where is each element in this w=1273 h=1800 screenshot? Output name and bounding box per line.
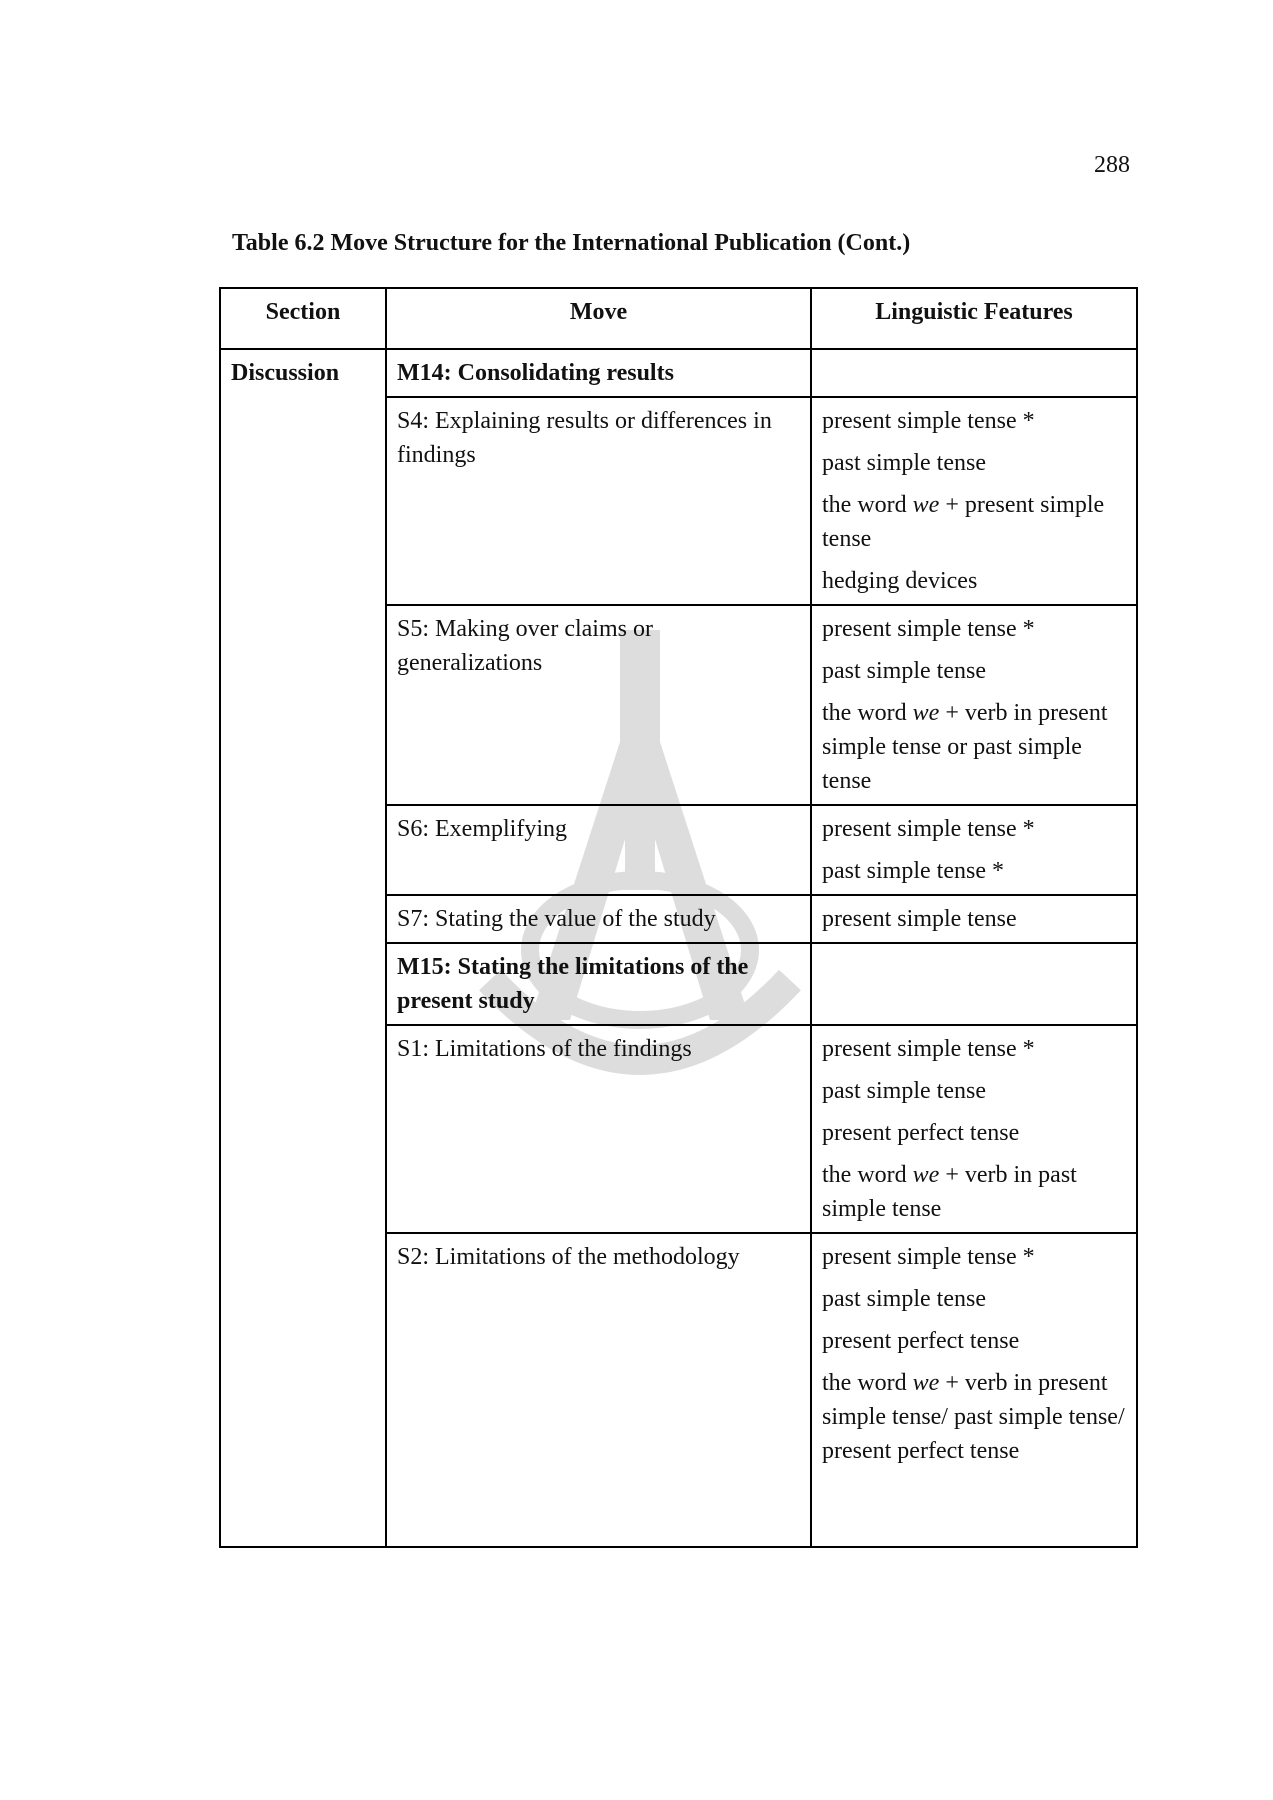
feature-item: past simple tense <box>822 658 986 684</box>
feature-text: the word <box>822 1370 913 1396</box>
feature-item: present simple tense * <box>822 408 1035 434</box>
feature-item <box>822 1158 1126 1226</box>
step-s4: S4: Explaining results or differences in findings <box>386 397 811 605</box>
page-number: 288 <box>1094 152 1130 178</box>
feature-item: present simple tense * <box>822 1036 1035 1062</box>
header-move: Move <box>386 288 811 349</box>
feature-text: + verb in present simple tense/ past simple tense/ present perfect tense <box>822 1370 1125 1464</box>
feature-text: + verb in present simple tense or past simple tense <box>822 700 1108 794</box>
feature-item: present perfect tense <box>822 1328 1020 1354</box>
feature-emphasis: we <box>912 492 940 518</box>
feature-item: present simple tense <box>822 906 1017 932</box>
feature-text: + verb in past simple tense <box>822 1162 1077 1222</box>
features-empty <box>811 943 1137 1025</box>
header-linguistic-features: Linguistic Features <box>811 288 1137 349</box>
feature-text: the word <box>822 1162 913 1188</box>
features-s5 <box>811 605 1137 805</box>
step-s1: S1: Limitations of the findings <box>386 1025 811 1233</box>
features-s7 <box>811 895 1137 943</box>
feature-item: past simple tense <box>822 1078 986 1104</box>
feature-item: past simple tense * <box>822 858 1004 884</box>
step-s6: S6: Exemplifying <box>386 805 811 895</box>
features-s6 <box>811 805 1137 895</box>
feature-item <box>822 696 1126 798</box>
feature-emphasis: we <box>912 1162 940 1188</box>
feature-item: present simple tense * <box>822 1244 1035 1270</box>
table-caption: Table 6.2 Move Structure for the International Publication (Cont.) <box>232 230 911 256</box>
feature-item <box>822 488 1126 556</box>
table-row <box>220 349 1137 397</box>
features-empty <box>811 349 1137 397</box>
feature-item: present simple tense * <box>822 616 1035 642</box>
feature-item: present perfect tense <box>822 1120 1020 1146</box>
move-m15: M15: Stating the limitations of the present study <box>386 943 811 1025</box>
section-discussion: Discussion <box>220 349 386 1547</box>
header-section: Section <box>220 288 386 349</box>
move-structure-table <box>219 287 1138 1548</box>
features-s1 <box>811 1025 1137 1233</box>
features-s2 <box>811 1233 1137 1547</box>
feature-item: past simple tense <box>822 1286 986 1312</box>
feature-item: past simple tense <box>822 450 986 476</box>
feature-emphasis: we <box>912 1370 940 1396</box>
feature-item <box>822 1366 1126 1468</box>
feature-text: the word <box>822 492 913 518</box>
header-row <box>220 288 1137 349</box>
feature-emphasis: we <box>912 700 940 726</box>
feature-item: hedging devices <box>822 568 978 594</box>
move-m14: M14: Consolidating results <box>386 349 811 397</box>
features-s4 <box>811 397 1137 605</box>
step-s7: S7: Stating the value of the study <box>386 895 811 943</box>
feature-text: + present simple tense <box>822 492 1105 552</box>
feature-item: present simple tense * <box>822 816 1035 842</box>
step-s5: S5: Making over claims or generalizations <box>386 605 811 805</box>
feature-text: the word <box>822 700 913 726</box>
step-s2: S2: Limitations of the methodology <box>386 1233 811 1547</box>
